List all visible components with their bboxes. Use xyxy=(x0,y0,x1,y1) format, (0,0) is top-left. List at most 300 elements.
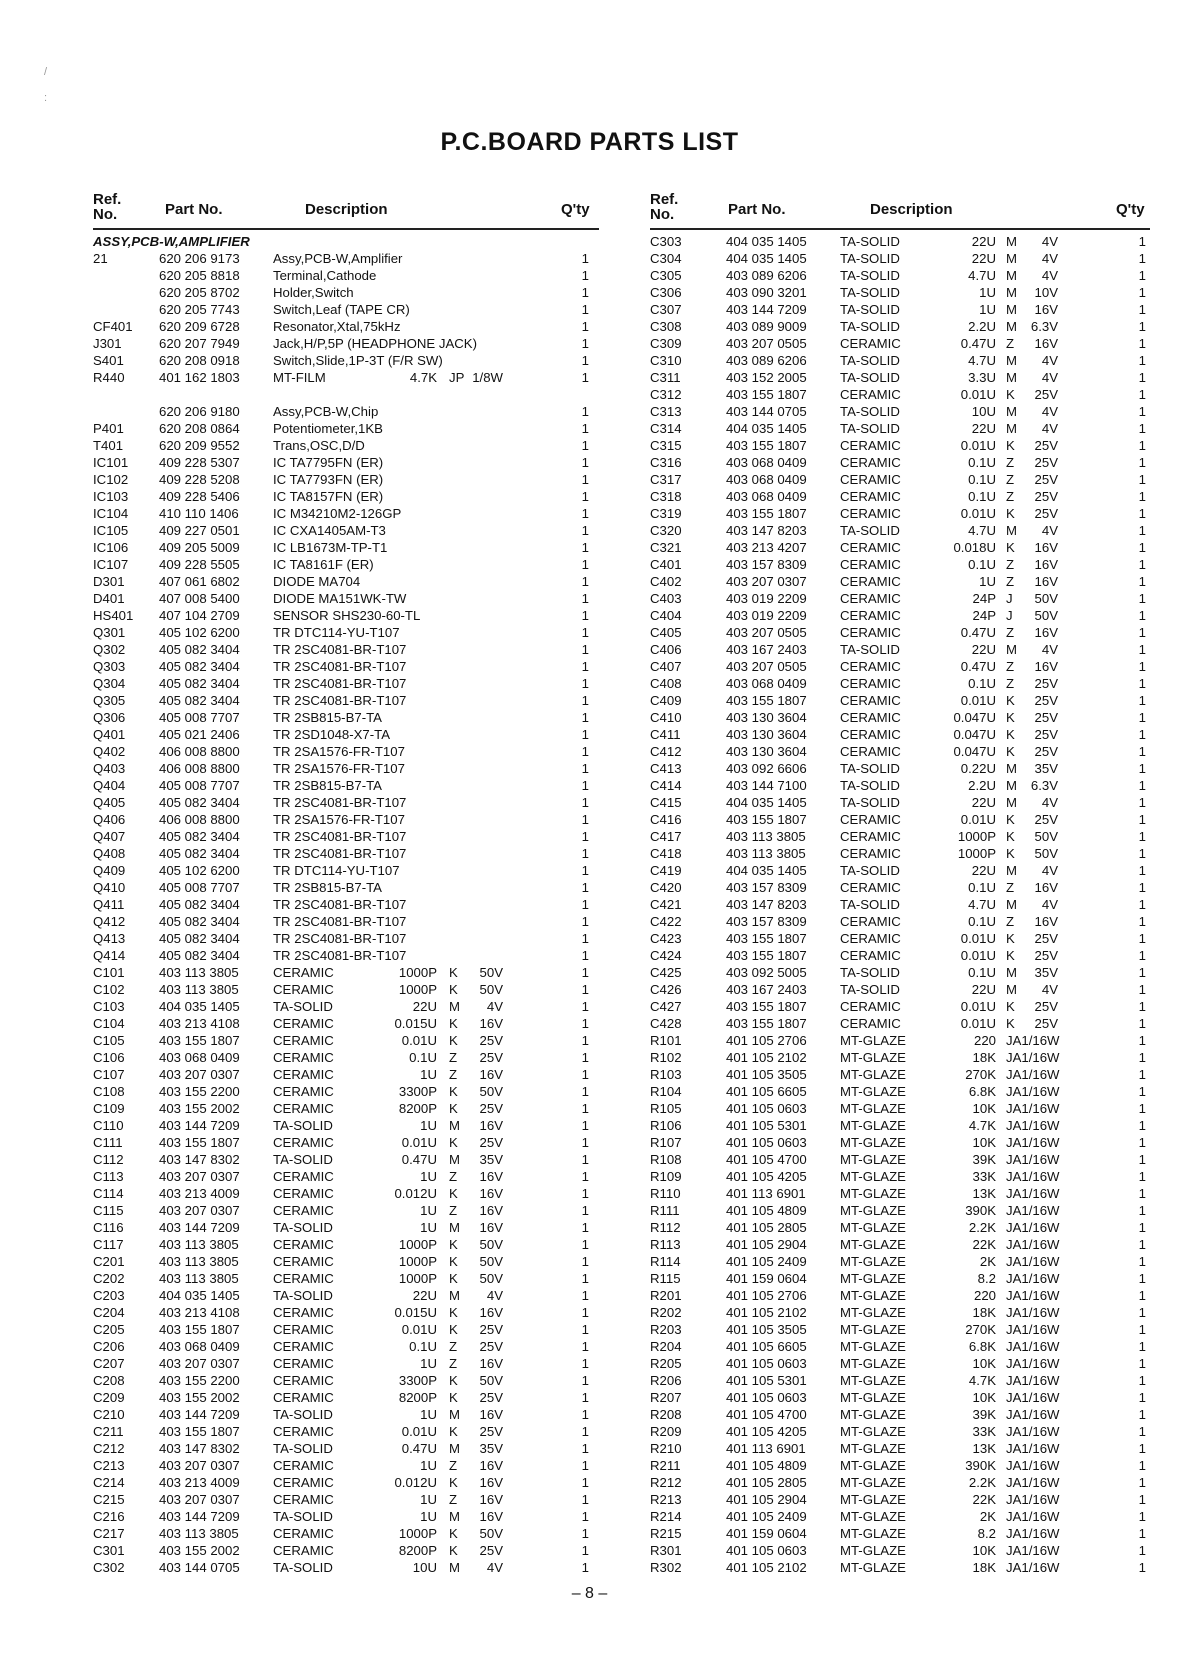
table-row xyxy=(93,1032,599,1049)
part-no: 405 082 3404 xyxy=(159,676,240,691)
tolerance: Z xyxy=(449,1458,458,1473)
ref-no: R208 xyxy=(650,1407,682,1422)
tolerance: JA1/16W xyxy=(1006,1509,1060,1524)
table-row xyxy=(93,794,599,811)
quantity: 1 xyxy=(581,880,589,895)
ref-no: C205 xyxy=(93,1322,125,1337)
table-row xyxy=(650,947,1150,964)
description: TR 2SB815-B7-TA xyxy=(273,880,382,895)
table-row xyxy=(650,1253,1150,1270)
tolerance: JA1/16W xyxy=(1006,1424,1060,1439)
value: 10K xyxy=(972,1101,996,1116)
table-row xyxy=(93,420,599,437)
part-no: 403 113 3805 xyxy=(159,965,239,980)
rating: 4V xyxy=(1041,251,1058,266)
value: 4.7U xyxy=(968,353,996,368)
description: MT-GLAZE xyxy=(840,1050,906,1065)
value: 0.1U xyxy=(968,676,996,691)
table-row xyxy=(93,1049,599,1066)
quantity: 1 xyxy=(1138,1050,1146,1065)
rating: 16V xyxy=(1034,574,1058,589)
tolerance: K xyxy=(449,1237,458,1252)
tolerance: JA1/16W xyxy=(1006,1135,1060,1150)
tolerance: M xyxy=(1006,234,1017,249)
rating: 25V xyxy=(1034,438,1058,453)
quantity: 1 xyxy=(581,557,589,572)
part-no: 620 208 0918 xyxy=(159,353,240,368)
description: CERAMIC xyxy=(273,1271,334,1286)
quantity: 1 xyxy=(1138,1526,1146,1541)
description: CERAMIC xyxy=(273,1339,334,1354)
tolerance: Z xyxy=(1006,880,1015,895)
tolerance: JA1/16W xyxy=(1006,1186,1060,1201)
ref-no: IC105 xyxy=(93,523,129,538)
quantity: 1 xyxy=(1138,1220,1146,1235)
description: MT-GLAZE xyxy=(840,1101,906,1116)
part-no: 403 207 0307 xyxy=(159,1492,240,1507)
table-row xyxy=(93,1423,599,1440)
rating: 6.3V xyxy=(1030,778,1058,793)
value: 0.47U xyxy=(960,625,996,640)
tolerance: M xyxy=(1006,778,1017,793)
value: 24P xyxy=(972,608,996,623)
table-row xyxy=(93,539,599,556)
ref-no: C317 xyxy=(650,472,682,487)
table-row xyxy=(93,811,599,828)
rating: 50V xyxy=(1034,846,1058,861)
quantity: 1 xyxy=(581,336,589,351)
value: 1000P xyxy=(398,965,437,980)
rating: 50V xyxy=(1034,829,1058,844)
description: MT-GLAZE xyxy=(840,1373,906,1388)
part-no: 403 089 6206 xyxy=(726,268,807,283)
description: MT-GLAZE xyxy=(840,1526,906,1541)
rating: 25V xyxy=(479,1543,503,1558)
rating: 25V xyxy=(1034,676,1058,691)
quantity: 1 xyxy=(581,778,589,793)
tolerance: JA1/16W xyxy=(1006,1390,1060,1405)
value: 3300P xyxy=(398,1373,437,1388)
tolerance: Z xyxy=(1006,574,1015,589)
description: MT-GLAZE xyxy=(840,1356,906,1371)
part-no: 401 105 2904 xyxy=(726,1492,807,1507)
value: 0.01U xyxy=(401,1033,437,1048)
quantity: 1 xyxy=(1138,1271,1146,1286)
part-no: 403 147 8302 xyxy=(159,1152,240,1167)
table-row xyxy=(650,1389,1150,1406)
ref-no: R209 xyxy=(650,1424,682,1439)
ref-no: C302 xyxy=(93,1560,125,1575)
value: 1U xyxy=(420,1509,437,1524)
ref-no: R214 xyxy=(650,1509,682,1524)
ref-no: C318 xyxy=(650,489,682,504)
table-row xyxy=(93,284,599,301)
tolerance: M xyxy=(449,1560,460,1575)
ref-no: C216 xyxy=(93,1509,125,1524)
value: 1U xyxy=(420,1118,437,1133)
quantity: 1 xyxy=(1138,268,1146,283)
part-no: 401 105 3505 xyxy=(726,1322,807,1337)
rating: 16V xyxy=(1034,625,1058,640)
description: TA-SOLID xyxy=(840,285,900,300)
rating: 16V xyxy=(479,1203,503,1218)
table-row xyxy=(93,1321,599,1338)
quantity: 1 xyxy=(1138,1288,1146,1303)
ref-no: C111 xyxy=(93,1135,123,1150)
quantity: 1 xyxy=(1138,1067,1146,1082)
tolerance: JA1/16W xyxy=(1006,1271,1060,1286)
table-row xyxy=(93,981,599,998)
part-no: 409 228 5307 xyxy=(159,455,240,470)
quantity: 1 xyxy=(1138,778,1146,793)
part-no: 403 068 0409 xyxy=(159,1050,240,1065)
quantity: 1 xyxy=(1138,1373,1146,1388)
quantity: 1 xyxy=(1138,1152,1146,1167)
ref-no: R104 xyxy=(650,1084,682,1099)
table-row xyxy=(93,624,599,641)
tolerance: JA1/16W xyxy=(1006,1441,1060,1456)
part-no: 409 228 5208 xyxy=(159,472,240,487)
tolerance: Z xyxy=(1006,455,1015,470)
table-row xyxy=(650,556,1150,573)
table-row xyxy=(93,896,599,913)
quantity: 1 xyxy=(1138,982,1146,997)
quantity: 1 xyxy=(581,1509,589,1524)
part-no: 403 113 3805 xyxy=(159,1237,239,1252)
ref-no: C407 xyxy=(650,659,682,674)
ref-no: C203 xyxy=(93,1288,125,1303)
ref-no: Q413 xyxy=(93,931,126,946)
table-row xyxy=(650,1457,1150,1474)
table-row xyxy=(93,1508,599,1525)
tolerance: K xyxy=(449,1033,458,1048)
quantity: 1 xyxy=(1138,1254,1146,1269)
description: Potentiometer,1KB xyxy=(273,421,383,436)
quantity: 1 xyxy=(1138,761,1146,776)
part-no: 403 113 3805 xyxy=(726,846,806,861)
part-no: 403 207 0307 xyxy=(159,1356,240,1371)
table-row xyxy=(650,1117,1150,1134)
description: TR 2SC4081-BR-T107 xyxy=(273,914,407,929)
tolerance: K xyxy=(449,1424,458,1439)
value: 2.2U xyxy=(968,319,996,334)
table-row xyxy=(93,828,599,845)
table-row xyxy=(650,1559,1150,1576)
tolerance: JA1/16W xyxy=(1006,1356,1060,1371)
table-row xyxy=(650,386,1150,403)
quantity: 1 xyxy=(1138,1237,1146,1252)
part-no: 401 105 2409 xyxy=(726,1254,807,1269)
table-row xyxy=(93,658,599,675)
table-row xyxy=(93,1253,599,1270)
description: Assy,PCB-W,Chip xyxy=(273,404,379,419)
part-no: 401 105 0603 xyxy=(726,1101,807,1116)
quantity: 1 xyxy=(581,965,589,980)
part-no: 401 105 2904 xyxy=(726,1237,807,1252)
part-no: 405 021 2406 xyxy=(159,727,240,742)
rating: 4V xyxy=(1041,268,1058,283)
ref-no: R206 xyxy=(650,1373,682,1388)
tolerance: K xyxy=(449,1084,458,1099)
quantity: 1 xyxy=(1138,438,1146,453)
quantity: 1 xyxy=(1138,1135,1146,1150)
ref-no: C110 xyxy=(93,1118,124,1133)
table-row xyxy=(93,1355,599,1372)
part-no: 401 162 1803 xyxy=(159,370,240,385)
table-row xyxy=(650,896,1150,913)
description: TA-SOLID xyxy=(840,897,900,912)
value: 0.01U xyxy=(960,387,996,402)
table-row xyxy=(93,522,599,539)
rating: 16V xyxy=(479,1492,503,1507)
part-no: 406 008 8800 xyxy=(159,812,240,827)
value: 0.018U xyxy=(953,540,996,555)
ref-no: C402 xyxy=(650,574,682,589)
description: MT-GLAZE xyxy=(840,1237,906,1252)
quantity: 1 xyxy=(1138,1322,1146,1337)
table-row xyxy=(93,403,599,420)
table-row xyxy=(650,1338,1150,1355)
table-row xyxy=(93,1525,599,1542)
description: CERAMIC xyxy=(273,965,334,980)
description: CERAMIC xyxy=(840,727,901,742)
table-row xyxy=(650,1287,1150,1304)
ref-no: C105 xyxy=(93,1033,125,1048)
quantity: 1 xyxy=(581,1458,589,1473)
rating: 25V xyxy=(479,1339,503,1354)
value: 22U xyxy=(971,863,996,878)
ref-no: C108 xyxy=(93,1084,125,1099)
quantity: 1 xyxy=(1138,1458,1146,1473)
tolerance: M xyxy=(1006,421,1017,436)
description: CERAMIC xyxy=(840,914,901,929)
description: CERAMIC xyxy=(840,1016,901,1031)
table-row xyxy=(650,539,1150,556)
table-row xyxy=(650,1015,1150,1032)
description: TR 2SC4081-BR-T107 xyxy=(273,693,407,708)
value: 0.1U xyxy=(968,557,996,572)
ref-no: C423 xyxy=(650,931,682,946)
description: MT-GLAZE xyxy=(840,1492,906,1507)
ref-no: C204 xyxy=(93,1305,125,1320)
quantity: 1 xyxy=(581,523,589,538)
tolerance: K xyxy=(1006,506,1015,521)
part-no: 401 105 0603 xyxy=(726,1543,807,1558)
table-row xyxy=(650,760,1150,777)
rating: 16V xyxy=(479,1118,503,1133)
ref-no: HS401 xyxy=(93,608,134,623)
quantity: 1 xyxy=(581,438,589,453)
value: 0.047U xyxy=(953,727,996,742)
value: 18K xyxy=(972,1305,996,1320)
ref-no: IC102 xyxy=(93,472,129,487)
part-no: 401 105 4205 xyxy=(726,1169,807,1184)
table-row xyxy=(650,675,1150,692)
ref-no: R111 xyxy=(650,1203,680,1218)
ref-no: C117 xyxy=(93,1237,124,1252)
quantity: 1 xyxy=(1138,1441,1146,1456)
description: TR 2SA1576-FR-T107 xyxy=(273,761,405,776)
value: 24P xyxy=(972,591,996,606)
value: 22U xyxy=(412,999,437,1014)
value: 6.8K xyxy=(968,1339,996,1354)
quantity: 1 xyxy=(581,370,589,385)
value: 10K xyxy=(972,1135,996,1150)
table-row xyxy=(93,1338,599,1355)
part-no: 404 035 1405 xyxy=(159,1288,240,1303)
ref-no: C214 xyxy=(93,1475,125,1490)
ref-no: C206 xyxy=(93,1339,125,1354)
tolerance: M xyxy=(1006,897,1017,912)
value: 390K xyxy=(965,1203,996,1218)
part-no: 401 105 0603 xyxy=(726,1356,807,1371)
ref-no: Q301 xyxy=(93,625,126,640)
tolerance: K xyxy=(449,982,458,997)
ref-no: C213 xyxy=(93,1458,125,1473)
rating: 4V xyxy=(1041,795,1058,810)
description: TA-SOLID xyxy=(840,795,900,810)
table-row xyxy=(650,641,1150,658)
ref-no: C303 xyxy=(650,234,682,249)
value: 220 xyxy=(973,1288,996,1303)
value: 0.012U xyxy=(394,1475,437,1490)
quantity: 1 xyxy=(581,1254,589,1269)
rating: 25V xyxy=(1034,489,1058,504)
quantity: 1 xyxy=(1138,591,1146,606)
tolerance: JA1/16W xyxy=(1006,1475,1060,1490)
table-row xyxy=(650,522,1150,539)
ref-no: R301 xyxy=(650,1543,682,1558)
table-row xyxy=(650,1219,1150,1236)
rating: 16V xyxy=(1034,557,1058,572)
quantity: 1 xyxy=(581,1135,589,1150)
ref-no: R107 xyxy=(650,1135,682,1150)
ref-no: C401 xyxy=(650,557,682,572)
table-row xyxy=(650,420,1150,437)
quantity: 1 xyxy=(581,1560,589,1575)
value: 1U xyxy=(979,574,996,589)
quantity: 1 xyxy=(1138,523,1146,538)
tolerance: M xyxy=(1006,268,1017,283)
value: 10K xyxy=(972,1543,996,1558)
quantity: 1 xyxy=(1138,1356,1146,1371)
table-row xyxy=(650,1321,1150,1338)
table-row xyxy=(93,590,599,607)
description: TA-SOLID xyxy=(840,353,900,368)
qty-header: Q'ty xyxy=(561,201,590,218)
description: CERAMIC xyxy=(840,710,901,725)
tolerance: K xyxy=(1006,540,1015,555)
description: TA-SOLID xyxy=(840,421,900,436)
description: TA-SOLID xyxy=(840,302,900,317)
table-row xyxy=(93,1134,599,1151)
part-no: 403 157 8309 xyxy=(726,880,807,895)
description: CERAMIC xyxy=(840,336,901,351)
ref-no: C208 xyxy=(93,1373,125,1388)
table-row xyxy=(93,1168,599,1185)
part-no: 403 155 1807 xyxy=(726,387,807,402)
value: 4.7K xyxy=(409,370,437,385)
tolerance: Z xyxy=(1006,557,1015,572)
table-row xyxy=(650,1372,1150,1389)
table-row xyxy=(650,1525,1150,1542)
value: 1000P xyxy=(957,846,996,861)
value: 3300P xyxy=(398,1084,437,1099)
value: 1000P xyxy=(398,1271,437,1286)
rating: 50V xyxy=(479,982,503,997)
description: MT-GLAZE xyxy=(840,1169,906,1184)
description: IC TA7793FN (ER) xyxy=(273,472,384,487)
table-row xyxy=(650,1474,1150,1491)
ref-no: C304 xyxy=(650,251,682,266)
value: 18K xyxy=(972,1560,996,1575)
quantity: 1 xyxy=(1138,846,1146,861)
description: MT-GLAZE xyxy=(840,1441,906,1456)
description: TR 2SC4081-BR-T107 xyxy=(273,931,407,946)
ref-no: D301 xyxy=(93,574,125,589)
table-row xyxy=(650,1491,1150,1508)
description: MT-GLAZE xyxy=(840,1271,906,1286)
description: MT-GLAZE xyxy=(840,1288,906,1303)
ref-no: C102 xyxy=(93,982,125,997)
value: 0.01U xyxy=(960,693,996,708)
value: 0.01U xyxy=(401,1322,437,1337)
tolerance: JA1/16W xyxy=(1006,1288,1060,1303)
part-no: 620 205 7743 xyxy=(159,302,240,317)
table-row xyxy=(93,1015,599,1032)
tolerance: K xyxy=(449,1543,458,1558)
part-no: 403 068 0409 xyxy=(726,676,807,691)
tolerance: Z xyxy=(449,1203,458,1218)
description: TR 2SC4081-BR-T107 xyxy=(273,642,407,657)
quantity: 1 xyxy=(581,251,589,266)
description: IC TA8161F (ER) xyxy=(273,557,374,572)
ref-no: C427 xyxy=(650,999,682,1014)
table-row xyxy=(93,1270,599,1287)
tolerance: JA1/16W xyxy=(1006,1050,1060,1065)
part-no: 401 113 6901 xyxy=(726,1441,806,1456)
description: CERAMIC xyxy=(273,1084,334,1099)
value: 1U xyxy=(420,1356,437,1371)
ref-no-header xyxy=(650,192,678,222)
quantity: 1 xyxy=(581,1271,589,1286)
description: CERAMIC xyxy=(273,1356,334,1371)
part-no: 403 068 0409 xyxy=(159,1339,240,1354)
quantity: 1 xyxy=(1138,540,1146,555)
tolerance: M xyxy=(1006,642,1017,657)
rating: 25V xyxy=(1034,812,1058,827)
part-no: 401 105 4809 xyxy=(726,1458,807,1473)
ref-no: C107 xyxy=(93,1067,125,1082)
value: 22U xyxy=(971,251,996,266)
ref-no: R302 xyxy=(650,1560,682,1575)
ref-no: R215 xyxy=(650,1526,682,1541)
description: TA-SOLID xyxy=(273,1509,333,1524)
tolerance: M xyxy=(449,1509,460,1524)
part-no: 407 104 2709 xyxy=(159,608,240,623)
description: CERAMIC xyxy=(840,591,901,606)
ref-no: R108 xyxy=(650,1152,682,1167)
part-no: 403 089 6206 xyxy=(726,353,807,368)
description: Assy,PCB-W,Amplifier xyxy=(273,251,403,266)
quantity: 1 xyxy=(581,659,589,674)
value: 4.7K xyxy=(968,1118,996,1133)
ref-no: IC103 xyxy=(93,489,129,504)
quantity: 1 xyxy=(581,863,589,878)
part-no: 401 105 5301 xyxy=(726,1373,807,1388)
rating: 16V xyxy=(479,1305,503,1320)
tolerance: M xyxy=(449,1288,460,1303)
